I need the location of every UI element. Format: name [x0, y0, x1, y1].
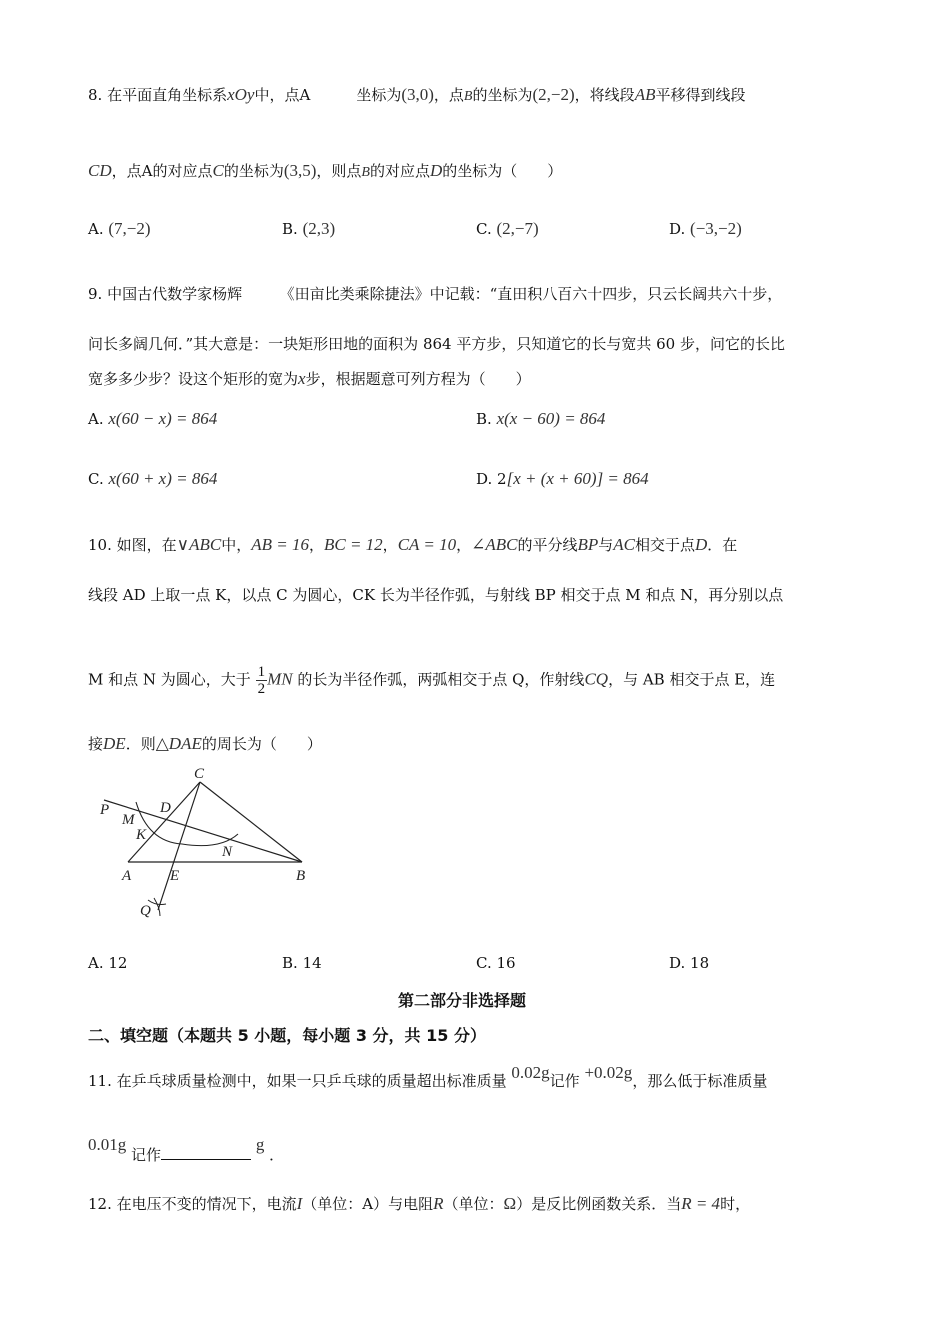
ray-BP — [104, 800, 302, 862]
section-heading: 二、填空题（本题共 5 小题，每小题 3 分，共 15 分） — [88, 1026, 486, 1045]
q11-line2: 0.01g 记作 g ． — [88, 1135, 285, 1164]
label-P: P — [100, 802, 110, 818]
q9-option-a[interactable]: A. x(60 − x) = 864 — [88, 409, 218, 428]
label-A: A — [122, 868, 132, 884]
q8-option-a[interactable]: A. (7,−2) — [88, 219, 151, 238]
q10-line2: 线段 AD 上取一点 K，以点 C 为圆心，CK 长为半径作弧，与射线 BP 相交于点 M 和点 N，再分别以点 — [88, 586, 784, 604]
q9-option-b[interactable]: B. x(x − 60) = 864 — [476, 409, 606, 428]
q8-option-b[interactable]: B. (2,3) — [282, 219, 336, 238]
q10-line4: 接DE．则△DAE的周长为（ ） — [88, 734, 322, 753]
q10-option-b[interactable]: B. 14 — [282, 954, 322, 972]
q9-line1: 9. 中国古代数学家杨辉 《田亩比类乘除捷法》中记载：“直田积八百六十四步，只云长阔共六十步， — [88, 285, 783, 303]
q9-option-d[interactable]: D. 2[x + (x + 60)] = 864 — [476, 469, 649, 488]
segment-AC — [128, 782, 200, 862]
q8-line2: CD，点A的对应点C的坐标为(3,5)，则点B的对应点D的坐标为（ ） — [88, 161, 563, 180]
q10-option-a[interactable]: A. 12 — [88, 954, 128, 972]
label-Q: Q — [140, 903, 151, 919]
q10-line1: 10. 如图，在∨ABC中，AB = 16，BC = 12，CA = 10，∠ABC的平分线BP与AC相交于点D．在 — [88, 535, 738, 554]
label-N: N — [222, 844, 233, 860]
half-fraction: $\frac{1}{2}$ — [257, 664, 266, 697]
q8-option-d[interactable]: D. (−3,−2) — [669, 219, 742, 238]
q10-option-c[interactable]: C. 16 — [476, 954, 516, 972]
q9-line2: 问长多阔几何．”其大意是：一块矩形田地的面积为 864 平方步，只知道它的长与宽共 60 步，问它的长比 — [88, 335, 785, 353]
geometry-figure — [90, 762, 330, 922]
q10-line3: M 和点 N 为圆心，大于 $\frac{1}{2}$ MN 的长为半径作弧，两弧相交于点 Q，作射线CQ，与 AB 相交于点 E，连 — [88, 664, 776, 697]
label-B: B — [296, 868, 306, 884]
q11-line1: 11. 在乒乓球质量检测中，如果一只乒乓球的质量超出标准质量 0.02g记作 +0.02g，那么低于标准质量 — [88, 1063, 768, 1090]
label-C: C — [194, 766, 205, 782]
label-M: M — [122, 812, 135, 828]
q9-line3: 宽多多少步？设这个矩形的宽为x步，根据题意可列方程为（ ） — [88, 369, 531, 388]
answer-blank[interactable] — [161, 1145, 251, 1160]
label-E: E — [170, 868, 180, 884]
q9-option-c[interactable]: C. x(60 + x) = 864 — [88, 469, 218, 488]
label-K: K — [136, 827, 147, 843]
q8-line1: 8. 在平面直角坐标系xOy中，点A 坐标为(3,0)，点B的坐标为(2,−2)，将线段AB平移得到线段 — [88, 85, 746, 104]
q8-option-c[interactable]: C. (2,−7) — [476, 219, 539, 238]
arc-MN — [136, 802, 238, 846]
q10-option-d[interactable]: D. 18 — [669, 954, 710, 972]
q12-line1: 12. 在电压不变的情况下，电流I（单位：A）与电阻R（单位：Ω）是反比例函数关系．当R = 4时， — [88, 1194, 751, 1213]
segment-BC — [200, 782, 302, 862]
label-D: D — [160, 800, 171, 816]
part2-title: 第二部分非选择题 — [398, 991, 527, 1010]
